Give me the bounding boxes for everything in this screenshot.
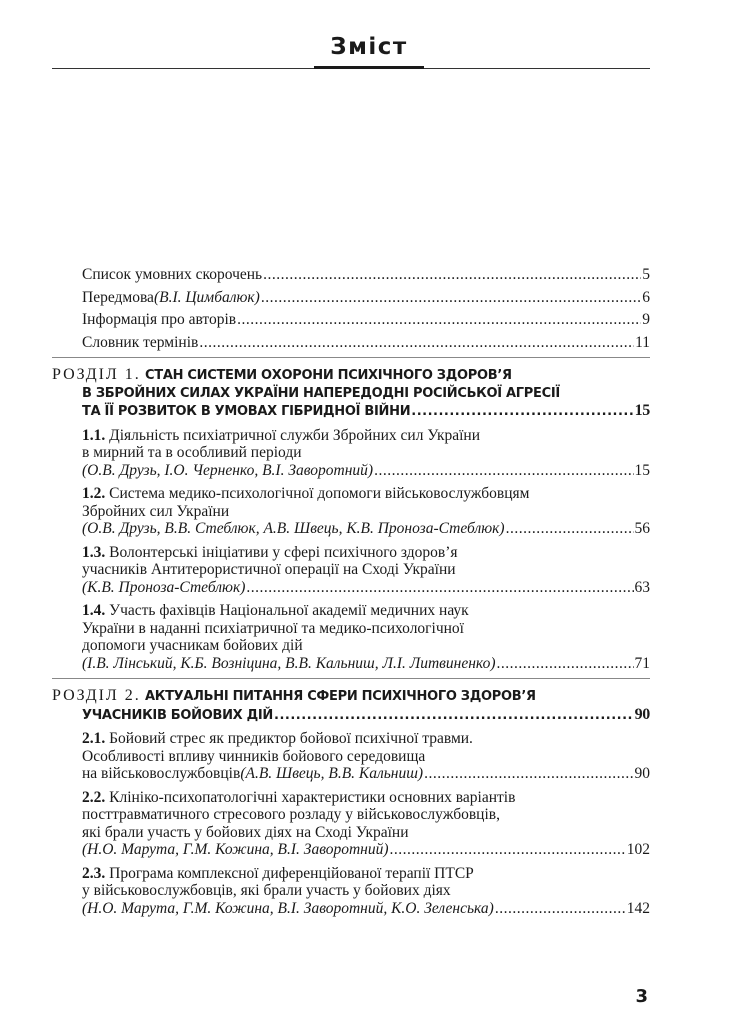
toc-entry-preface[interactable] xyxy=(52,289,650,307)
toc-subsection-1-4[interactable] xyxy=(52,602,650,672)
section-page: 90 xyxy=(634,705,650,723)
section-title-line: ТА ЇЇ РОЗВИТОК В УМОВАХ ГІБРИДНОЇ ВІЙНИ xyxy=(82,404,411,419)
subsection-title-line: Бойовий стрес як предиктор бойової психічної травми. xyxy=(109,730,473,747)
subsection-number: 1.2. xyxy=(82,485,106,502)
subsection-number: 1.4. xyxy=(82,602,106,619)
subsection-page: 56 xyxy=(634,520,650,537)
toc-section-2[interactable] xyxy=(52,687,650,724)
section-title-line: АКТУАЛЬНІ ПИТАННЯ СФЕРИ ПСИХІЧНОГО ЗДОРОВ’Я xyxy=(145,689,536,704)
subsection-title-line: Участь фахівців Національної академії медичних наук xyxy=(109,602,469,619)
toc-entry-page: 9 xyxy=(642,311,650,328)
subsection-authors: (Н.О. Марута, Г.М. Кожина, В.І. Заворотний) xyxy=(82,841,389,858)
subsection-page: 63 xyxy=(634,578,650,596)
subsection-title-line: учасників Антитерористичної операції на Сході України xyxy=(82,561,456,578)
subsection-authors: (І.В. Лінський, К.Б. Возніцина, В.В. Кальниш, Л.І. Литвиненко) xyxy=(82,654,496,672)
section-divider xyxy=(52,678,650,679)
subsection-page: 71 xyxy=(634,654,650,672)
subsection-title-line: Система медико-психологічної допомоги військовослужбовцям xyxy=(109,485,530,502)
subsection-authors: (А.В. Швець, В.В. Кальниш) xyxy=(240,765,424,782)
subsection-authors: (К.В. Проноза-Стеблюк) xyxy=(82,578,246,596)
subsection-number: 1.1. xyxy=(82,426,106,444)
toc-subsection-1-2[interactable] xyxy=(52,485,650,538)
subsection-number: 2.1. xyxy=(82,730,106,747)
title-accent xyxy=(314,66,424,69)
subsection-title-line: Збройних сил України xyxy=(82,502,230,520)
toc-subsection-2-1[interactable] xyxy=(52,730,650,783)
section-label: РОЗДІЛ 2. xyxy=(52,687,141,704)
subsection-title-line: допомоги учасникам бойових дій xyxy=(82,637,303,654)
subsection-title-line: посттравматичного стресового розладу у військовослужбовців, xyxy=(82,806,500,823)
subsection-number: 2.3. xyxy=(82,864,106,882)
toc-subsection-1-3[interactable] xyxy=(52,544,650,597)
subsection-page: 142 xyxy=(626,899,650,917)
section-title-line: УЧАСНИКІВ БОЙОВИХ ДІЙ xyxy=(82,707,274,723)
toc-entry-label: Інформація про авторів xyxy=(82,311,237,328)
subsection-title-line: Діяльність психіатричної служби Збройних сил України xyxy=(109,426,481,444)
subsection-title-line: на військовослужбовців xyxy=(82,765,241,782)
toc-entry-abbreviations[interactable] xyxy=(52,266,650,284)
section-title-line: В ЗБРОЙНИХ СИЛАХ УКРАЇНИ НАПЕРЕДОДНІ РОСІЙСЬКОЇ АГРЕСІЇ xyxy=(82,385,560,401)
subsection-authors: (О.В. Друзь, І.О. Черненко, В.І. Заворотний) xyxy=(82,461,374,479)
toc-section-1[interactable] xyxy=(52,366,650,421)
subsection-title-line: України в наданні психіатричної та медико-психологічної xyxy=(82,619,464,637)
subsection-title-line: Волонтерські ініціативи у сфері психічного здоров’я xyxy=(109,543,458,561)
toc-subsection-1-1[interactable] xyxy=(52,427,650,480)
subsection-title-line: які брали участь у бойових діях на Сході України xyxy=(82,823,409,841)
toc-entry-label: Передмова xyxy=(82,288,154,306)
subsection-authors: (О.В. Друзь, В.В. Стеблюк, А.В. Швець, К.В. Проноза-Стеблюк) xyxy=(82,520,505,537)
page-number: 3 xyxy=(635,986,648,1007)
section-divider xyxy=(52,357,650,358)
subsection-title-line: Особливості впливу чинників бойового середовища xyxy=(82,747,426,765)
toc-entry-page: 11 xyxy=(635,333,650,351)
toc-subsection-2-3[interactable] xyxy=(52,865,650,918)
section-page: 15 xyxy=(634,402,650,419)
subsection-title-line: у військовослужбовців, які брали участь у бойових діях xyxy=(82,882,451,899)
section-label: РОЗДІЛ 1. xyxy=(52,366,141,383)
toc-entry-authors-info[interactable] xyxy=(52,311,650,329)
page-title: Зміст xyxy=(330,34,408,60)
subsection-number: 2.2. xyxy=(82,788,106,806)
subsection-number: 1.3. xyxy=(82,543,106,561)
toc-entry-glossary[interactable] xyxy=(52,334,650,352)
subsection-title-line: Клініко-психопатологічні характеристики основних варіантів xyxy=(109,788,516,806)
toc-subsection-2-2[interactable] xyxy=(52,789,650,859)
subsection-page: 15 xyxy=(634,461,650,479)
toc-entry-label: Словник термінів xyxy=(82,333,199,351)
subsection-title-line: в мирний та в особливий періоди xyxy=(82,444,302,461)
section-title-line: СТАН СИСТЕМИ ОХОРОНИ ПСИХІЧНОГО ЗДОРОВ’Я xyxy=(145,368,512,383)
toc-entry-page: 5 xyxy=(642,266,650,283)
subsection-authors: (Н.О. Марута, Г.М. Кожина, В.І. Заворотний, К.О. Зеленська) xyxy=(82,899,494,917)
subsection-page: 90 xyxy=(634,765,650,782)
toc-entry-label: Список умовних скорочень xyxy=(82,266,263,283)
table-of-contents xyxy=(52,266,650,923)
subsection-page: 102 xyxy=(626,841,650,858)
toc-entry-authors: (В.І. Цимбалюк) xyxy=(153,288,260,306)
subsection-title-line: Програма комплексної диференційованої терапії ПТСР xyxy=(109,864,474,882)
toc-entry-page: 6 xyxy=(642,288,650,306)
